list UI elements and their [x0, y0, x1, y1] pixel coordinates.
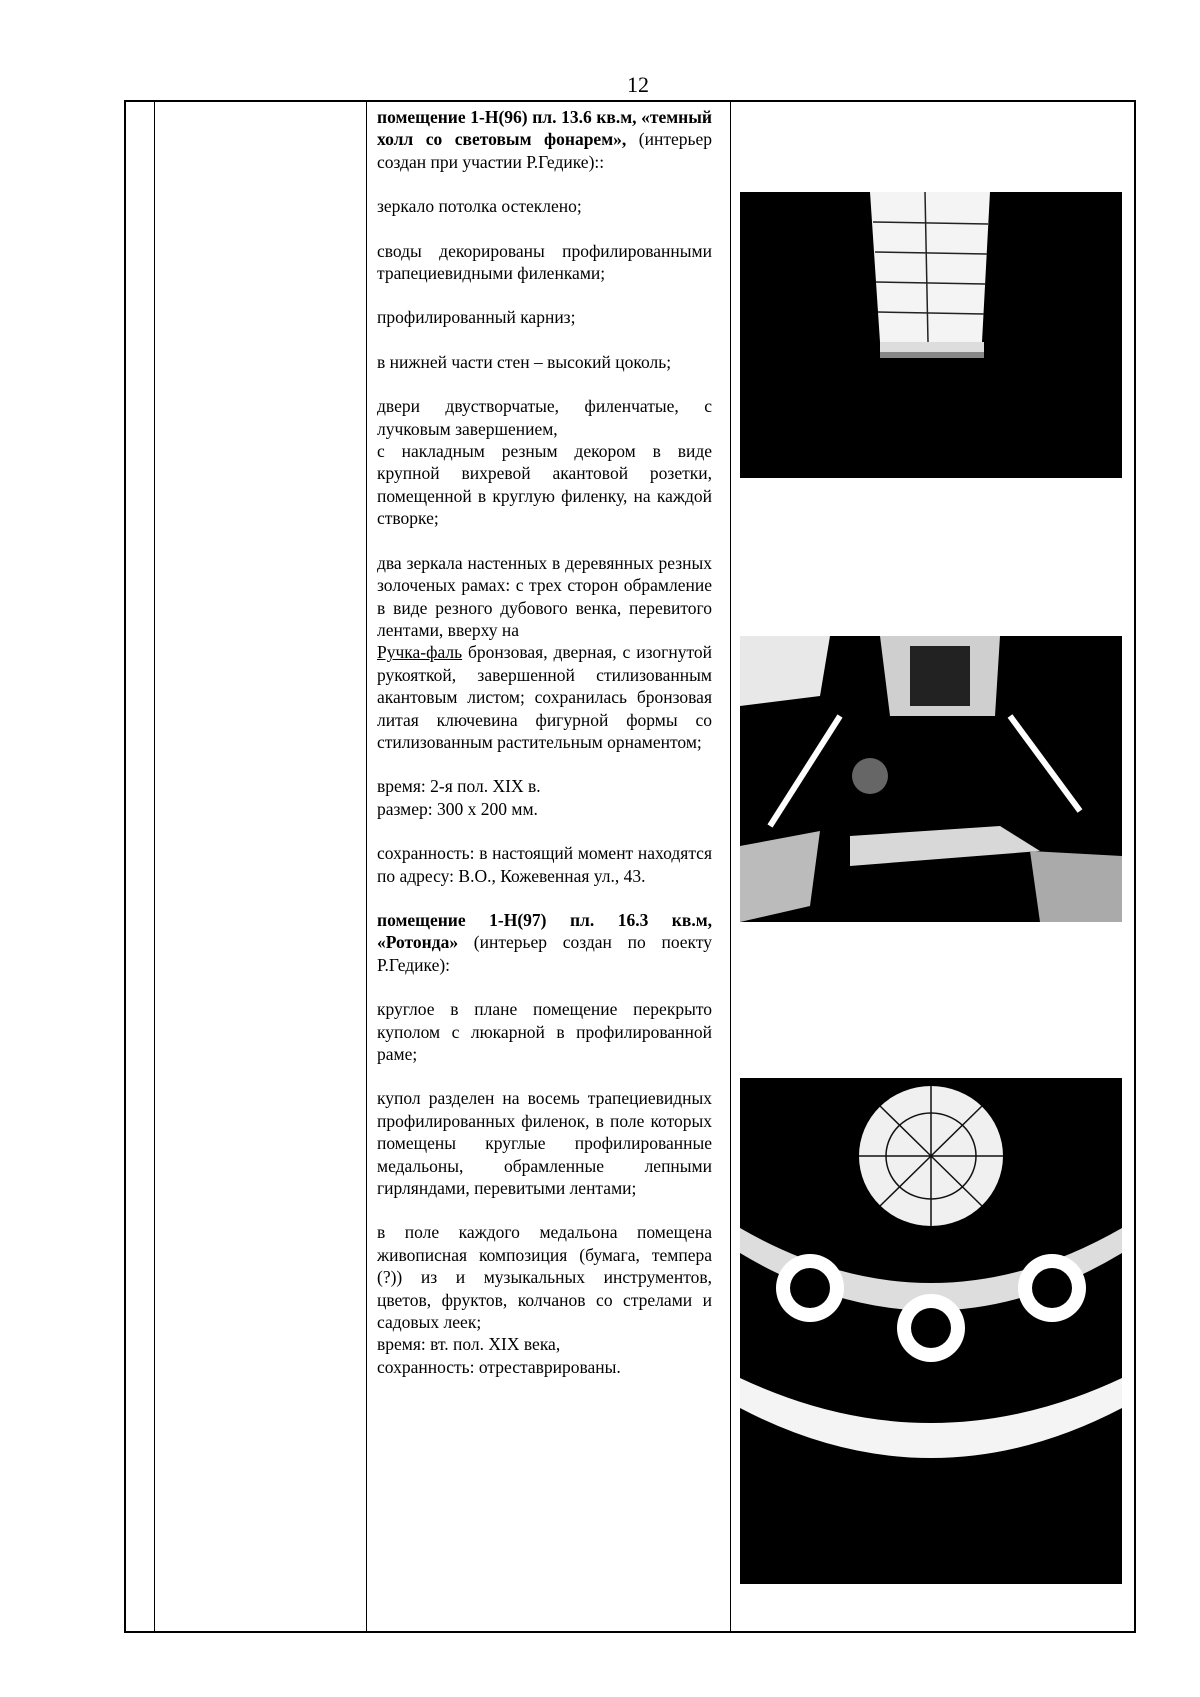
section-96-para-1: зеркало потолка остеклено;: [377, 196, 582, 217]
handle-link[interactable]: Ручка-фаль: [377, 642, 463, 663]
section-96-title: помещение 1-Н(96) пл. 13.6 кв.м, «темный холл со световым фонарем»,: [377, 107, 712, 150]
section-96-para-2: своды декорированы профилированными трапециевидными филенками;: [377, 240, 712, 284]
section-96-note: (интерьер создан при участии Р.Гедике)::: [377, 129, 712, 172]
section-96-time: время: 2-я пол. XIX в.: [377, 776, 541, 797]
rotunda-dome-image: [740, 1078, 1122, 1584]
column-divider-3: [730, 102, 731, 1631]
section-97-para-2: купол разделен на восемь трапециевидных профилированных филенок, в поле которых помещены круглые профилированные медальоны, обрамленные лепными гирляндами, перевитыми лентами;: [377, 1088, 712, 1199]
handle-text: бронзовая, дверная, с изогнутой рукояткой, завершенной стилизованным акантовым листом; сохранилась бронзовая литая ключевина фигурной формы со стилизованным растительным орнаментом;: [377, 642, 712, 752]
section-96-condition: сохранность: в настоящий момент находятся по адресу: В.О., Кожевенная ул., 43.: [377, 843, 712, 886]
inventory-table: [124, 100, 1136, 1633]
section-97-time: время: вт. пол. XIX века,: [377, 1334, 561, 1355]
section-97-heading: [377, 909, 712, 976]
section-96-para-3: профилированный карниз;: [377, 307, 576, 328]
section-96-heading: [377, 106, 712, 173]
hall-mirror-image: [740, 636, 1122, 922]
section-97-condition: сохранность: отреставрированы.: [377, 1356, 621, 1377]
column-divider-1: [154, 102, 155, 1631]
skylight-photo: [740, 192, 1122, 478]
mirrors-text: два зеркала настенных в деревянных резных золоченых рамах: с трех сторон обрамление в виде резного дубового венка, перевитого лентами, вверху на: [377, 552, 712, 640]
rotunda-dome-photo: [740, 1078, 1122, 1584]
hall-mirror-photo: [740, 636, 1122, 922]
handle-paragraph: [377, 641, 712, 753]
page-number: 12: [627, 72, 649, 97]
skylight-image: [740, 192, 1122, 478]
section-97-title: помещение 1-Н(97) пл. 16.3 кв.м, «Ротонда»: [377, 909, 712, 953]
doors-line-1: двери двустворчатые, филенчатые, с лучковым завершением,: [377, 396, 712, 439]
section-97-note: (интерьер создан по поекту Р.Гедике):: [377, 932, 712, 975]
section-96-para-4: в нижней части стен – высокий цоколь;: [377, 351, 672, 372]
description-column: [367, 102, 722, 1378]
medallion-text: в поле каждого медальона помещена живописная композиция (бумага, темпера (?)) из и музыкальных инструментов, цветов, фруктов, колчанов со стрелами и садовых леек;: [377, 1222, 712, 1333]
doors-line-2: с накладным резным декором в виде крупной вихревой акантовой розетки, помещенной в круглую филенку, на каждой створке;: [377, 441, 712, 529]
section-96-size: размер: 300 х 200 мм.: [377, 798, 538, 819]
section-97-para-1: круглое в плане помещение перекрыто куполом с люкарной в профилированной раме;: [377, 999, 712, 1064]
